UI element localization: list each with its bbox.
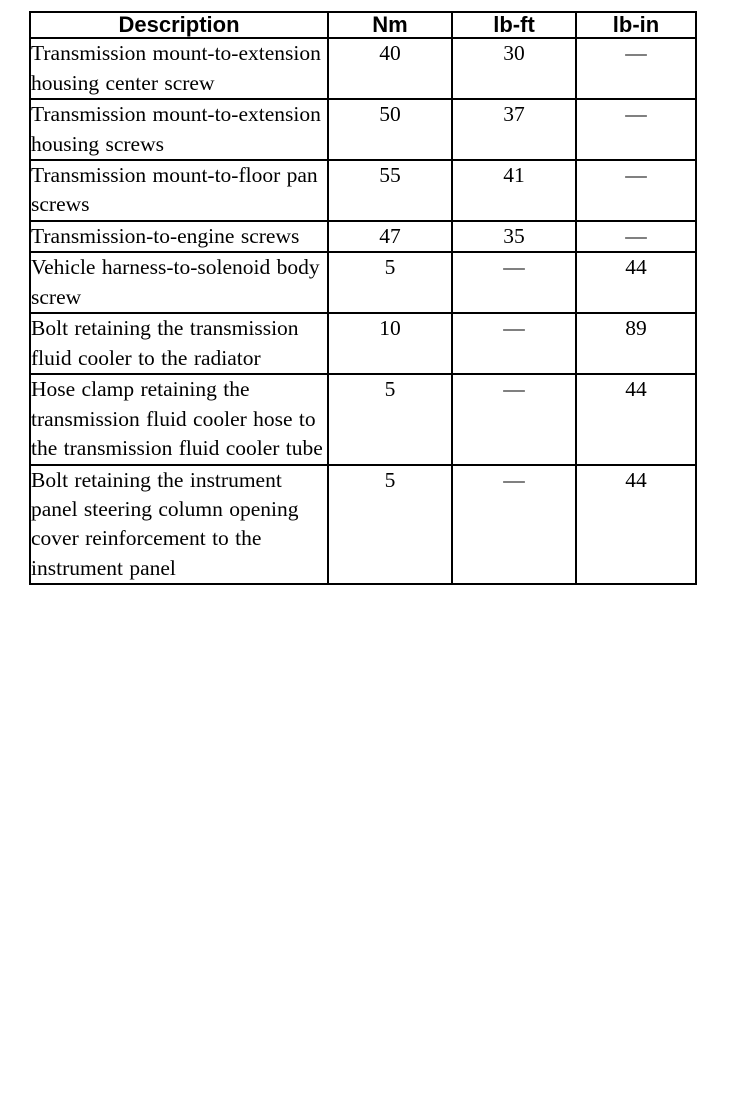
cell-lb-ft: — (452, 313, 576, 374)
column-header-nm: Nm (328, 12, 452, 38)
cell-lb-ft: — (452, 465, 576, 585)
cell-lb-ft: 37 (452, 99, 576, 160)
table-row (30, 99, 696, 160)
cell-lb-ft: — (452, 252, 576, 313)
cell-nm: 5 (328, 465, 452, 585)
table-header (30, 12, 696, 38)
column-header-lb-in: lb-in (576, 12, 696, 38)
cell-nm: 5 (328, 374, 452, 464)
torque-specification-sheet (29, 11, 695, 585)
torque-specifications-table (29, 11, 697, 585)
cell-lb-in: — (576, 38, 696, 99)
table-row (30, 160, 696, 221)
column-header-description: Description (30, 12, 328, 38)
cell-description: Transmission mount-to-extension housing center screw (30, 38, 328, 99)
column-header-lb-ft: lb-ft (452, 12, 576, 38)
cell-nm: 50 (328, 99, 452, 160)
cell-lb-ft: — (452, 374, 576, 464)
cell-lb-in: — (576, 221, 696, 252)
cell-lb-in: — (576, 99, 696, 160)
table-row (30, 38, 696, 99)
cell-lb-in: 44 (576, 252, 696, 313)
cell-lb-ft: 35 (452, 221, 576, 252)
cell-description: Transmission mount-to-extension housing screws (30, 99, 328, 160)
table-header-row (30, 12, 696, 38)
table-row (30, 313, 696, 374)
cell-lb-in: — (576, 160, 696, 221)
cell-description: Transmission-to-engine screws (30, 221, 328, 252)
table-row (30, 252, 696, 313)
cell-description: Bolt retaining the transmission fluid cooler to the radiator (30, 313, 328, 374)
cell-description: Hose clamp retaining the transmission fluid cooler hose to the transmission fluid cooler tube (30, 374, 328, 464)
cell-description: Transmission mount-to-floor pan screws (30, 160, 328, 221)
cell-nm: 47 (328, 221, 452, 252)
cell-nm: 55 (328, 160, 452, 221)
cell-lb-ft: 41 (452, 160, 576, 221)
cell-lb-ft: 30 (452, 38, 576, 99)
table-row (30, 465, 696, 585)
cell-nm: 5 (328, 252, 452, 313)
cell-lb-in: 44 (576, 374, 696, 464)
table-body (30, 38, 696, 584)
cell-lb-in: 89 (576, 313, 696, 374)
cell-description: Vehicle harness-to-solenoid body screw (30, 252, 328, 313)
cell-description: Bolt retaining the instrument panel steering column opening cover reinforcement to the instrument panel (30, 465, 328, 585)
table-row (30, 374, 696, 464)
cell-lb-in: 44 (576, 465, 696, 585)
cell-nm: 10 (328, 313, 452, 374)
cell-nm: 40 (328, 38, 452, 99)
table-row (30, 221, 696, 252)
